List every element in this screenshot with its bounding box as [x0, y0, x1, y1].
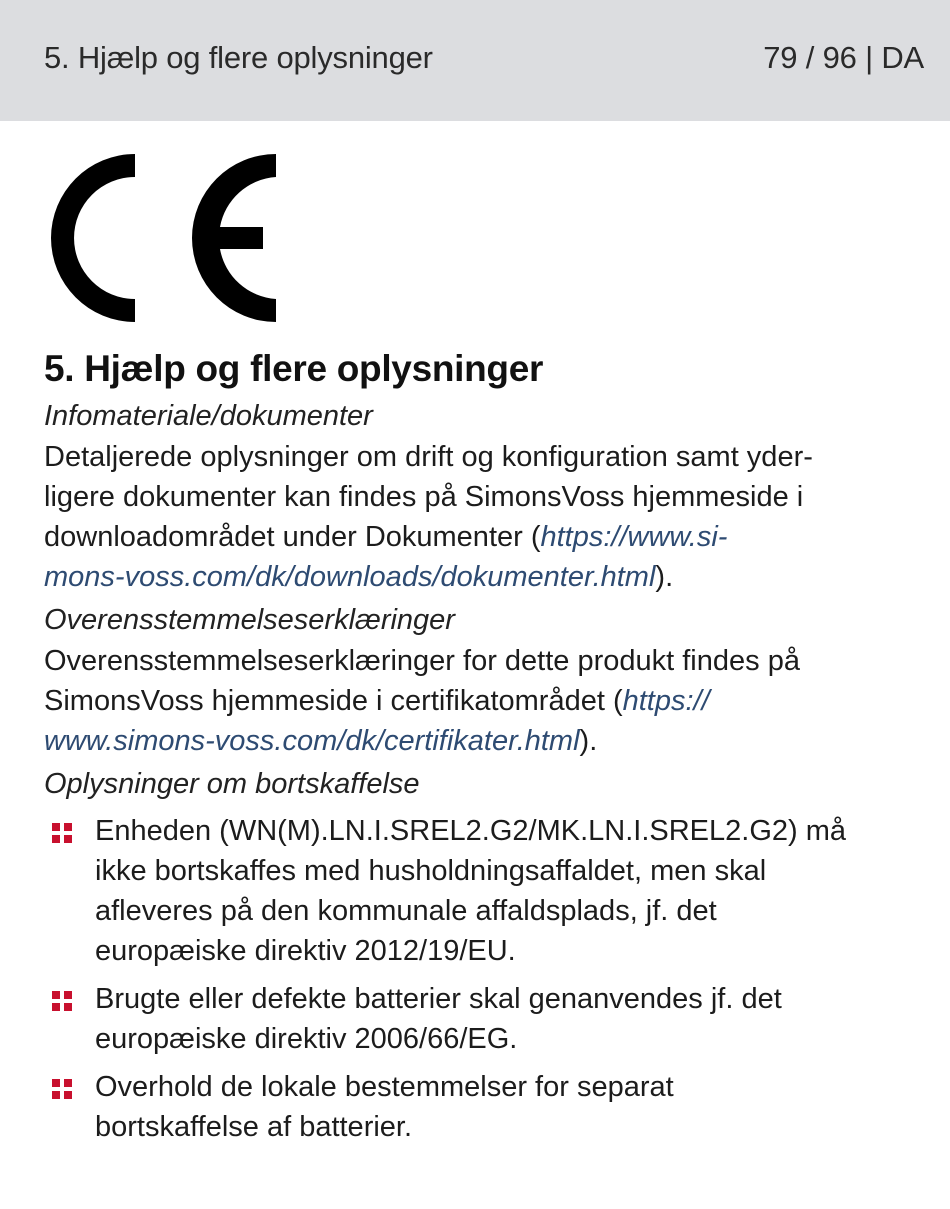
- certificates-link-part-1[interactable]: https://: [622, 685, 710, 717]
- conformity-text-line-1: Overensstemmelseserklæringer for dette produkt findes på: [44, 645, 800, 677]
- ce-mark-logo: [43, 154, 279, 322]
- bullet-1-line-2: ikke bortskaffes med husholdningsaffaldet, men skal: [95, 855, 767, 887]
- info-text-line-2: ligere dokumenter kan findes på SimonsVoss hjemmeside i: [44, 481, 804, 513]
- bullet-3-line-1: Overhold de lokale bestemmelser for separat: [95, 1071, 674, 1103]
- bullet-squares-icon: [52, 991, 72, 1011]
- page-header: [0, 0, 950, 121]
- disposal-list: [44, 811, 924, 1147]
- info-text-line-3: downloadområdet under Dokumenter (: [44, 521, 541, 553]
- info-heading: Infomateriale/dokumenter: [44, 400, 373, 432]
- bullet-3-line-2: bortskaffelse af batterier.: [95, 1111, 413, 1143]
- bullet-2-line-1: Brugte eller defekte batterier skal genanvendes jf. det: [95, 983, 782, 1015]
- conformity-text-suffix: ).: [579, 725, 598, 757]
- disposal-heading: Oplysninger om bortskaffelse: [44, 768, 420, 800]
- section-title: 5. Hjælp og flere oplysninger: [44, 348, 544, 389]
- bullet-1-line-3: afleveres på den kommunale affaldsplads, jf. det: [95, 895, 717, 927]
- certificates-link-part-2[interactable]: www.simons-voss.com/dk/certifikater.html: [44, 725, 580, 757]
- bullet-squares-icon: [52, 823, 72, 843]
- list-item: [44, 1067, 924, 1147]
- info-text-suffix: ).: [655, 561, 674, 593]
- bullet-2-line-2: europæiske direktiv 2006/66/EG.: [95, 1023, 518, 1055]
- conformity-heading: Overensstemmelseserklæringer: [44, 604, 455, 636]
- page-number: 79 / 96 | DA: [763, 40, 924, 75]
- conformity-paragraph: [44, 641, 924, 761]
- info-text-line-1: Detaljerede oplysninger om drift og konfiguration samt yder-: [44, 441, 813, 473]
- bullet-1-line-1: Enheden (WN(M).LN.I.SREL2.G2/MK.LN.I.SREL2.G2) må: [95, 815, 847, 847]
- documents-link-part-1[interactable]: https://www.si-: [540, 521, 728, 553]
- documents-link-part-2[interactable]: mons-voss.com/dk/downloads/dokumenter.html: [44, 561, 656, 593]
- conformity-text-line-2: SimonsVoss hjemmeside i certifikatområdet (: [44, 685, 623, 717]
- info-paragraph: [44, 437, 924, 597]
- list-item: [44, 811, 924, 971]
- main-content: [44, 345, 924, 1155]
- list-item: [44, 979, 924, 1059]
- bullet-squares-icon: [52, 1079, 72, 1099]
- bullet-1-line-4: europæiske direktiv 2012/19/EU.: [95, 935, 516, 967]
- header-section-title: 5. Hjælp og flere oplysninger: [44, 40, 433, 75]
